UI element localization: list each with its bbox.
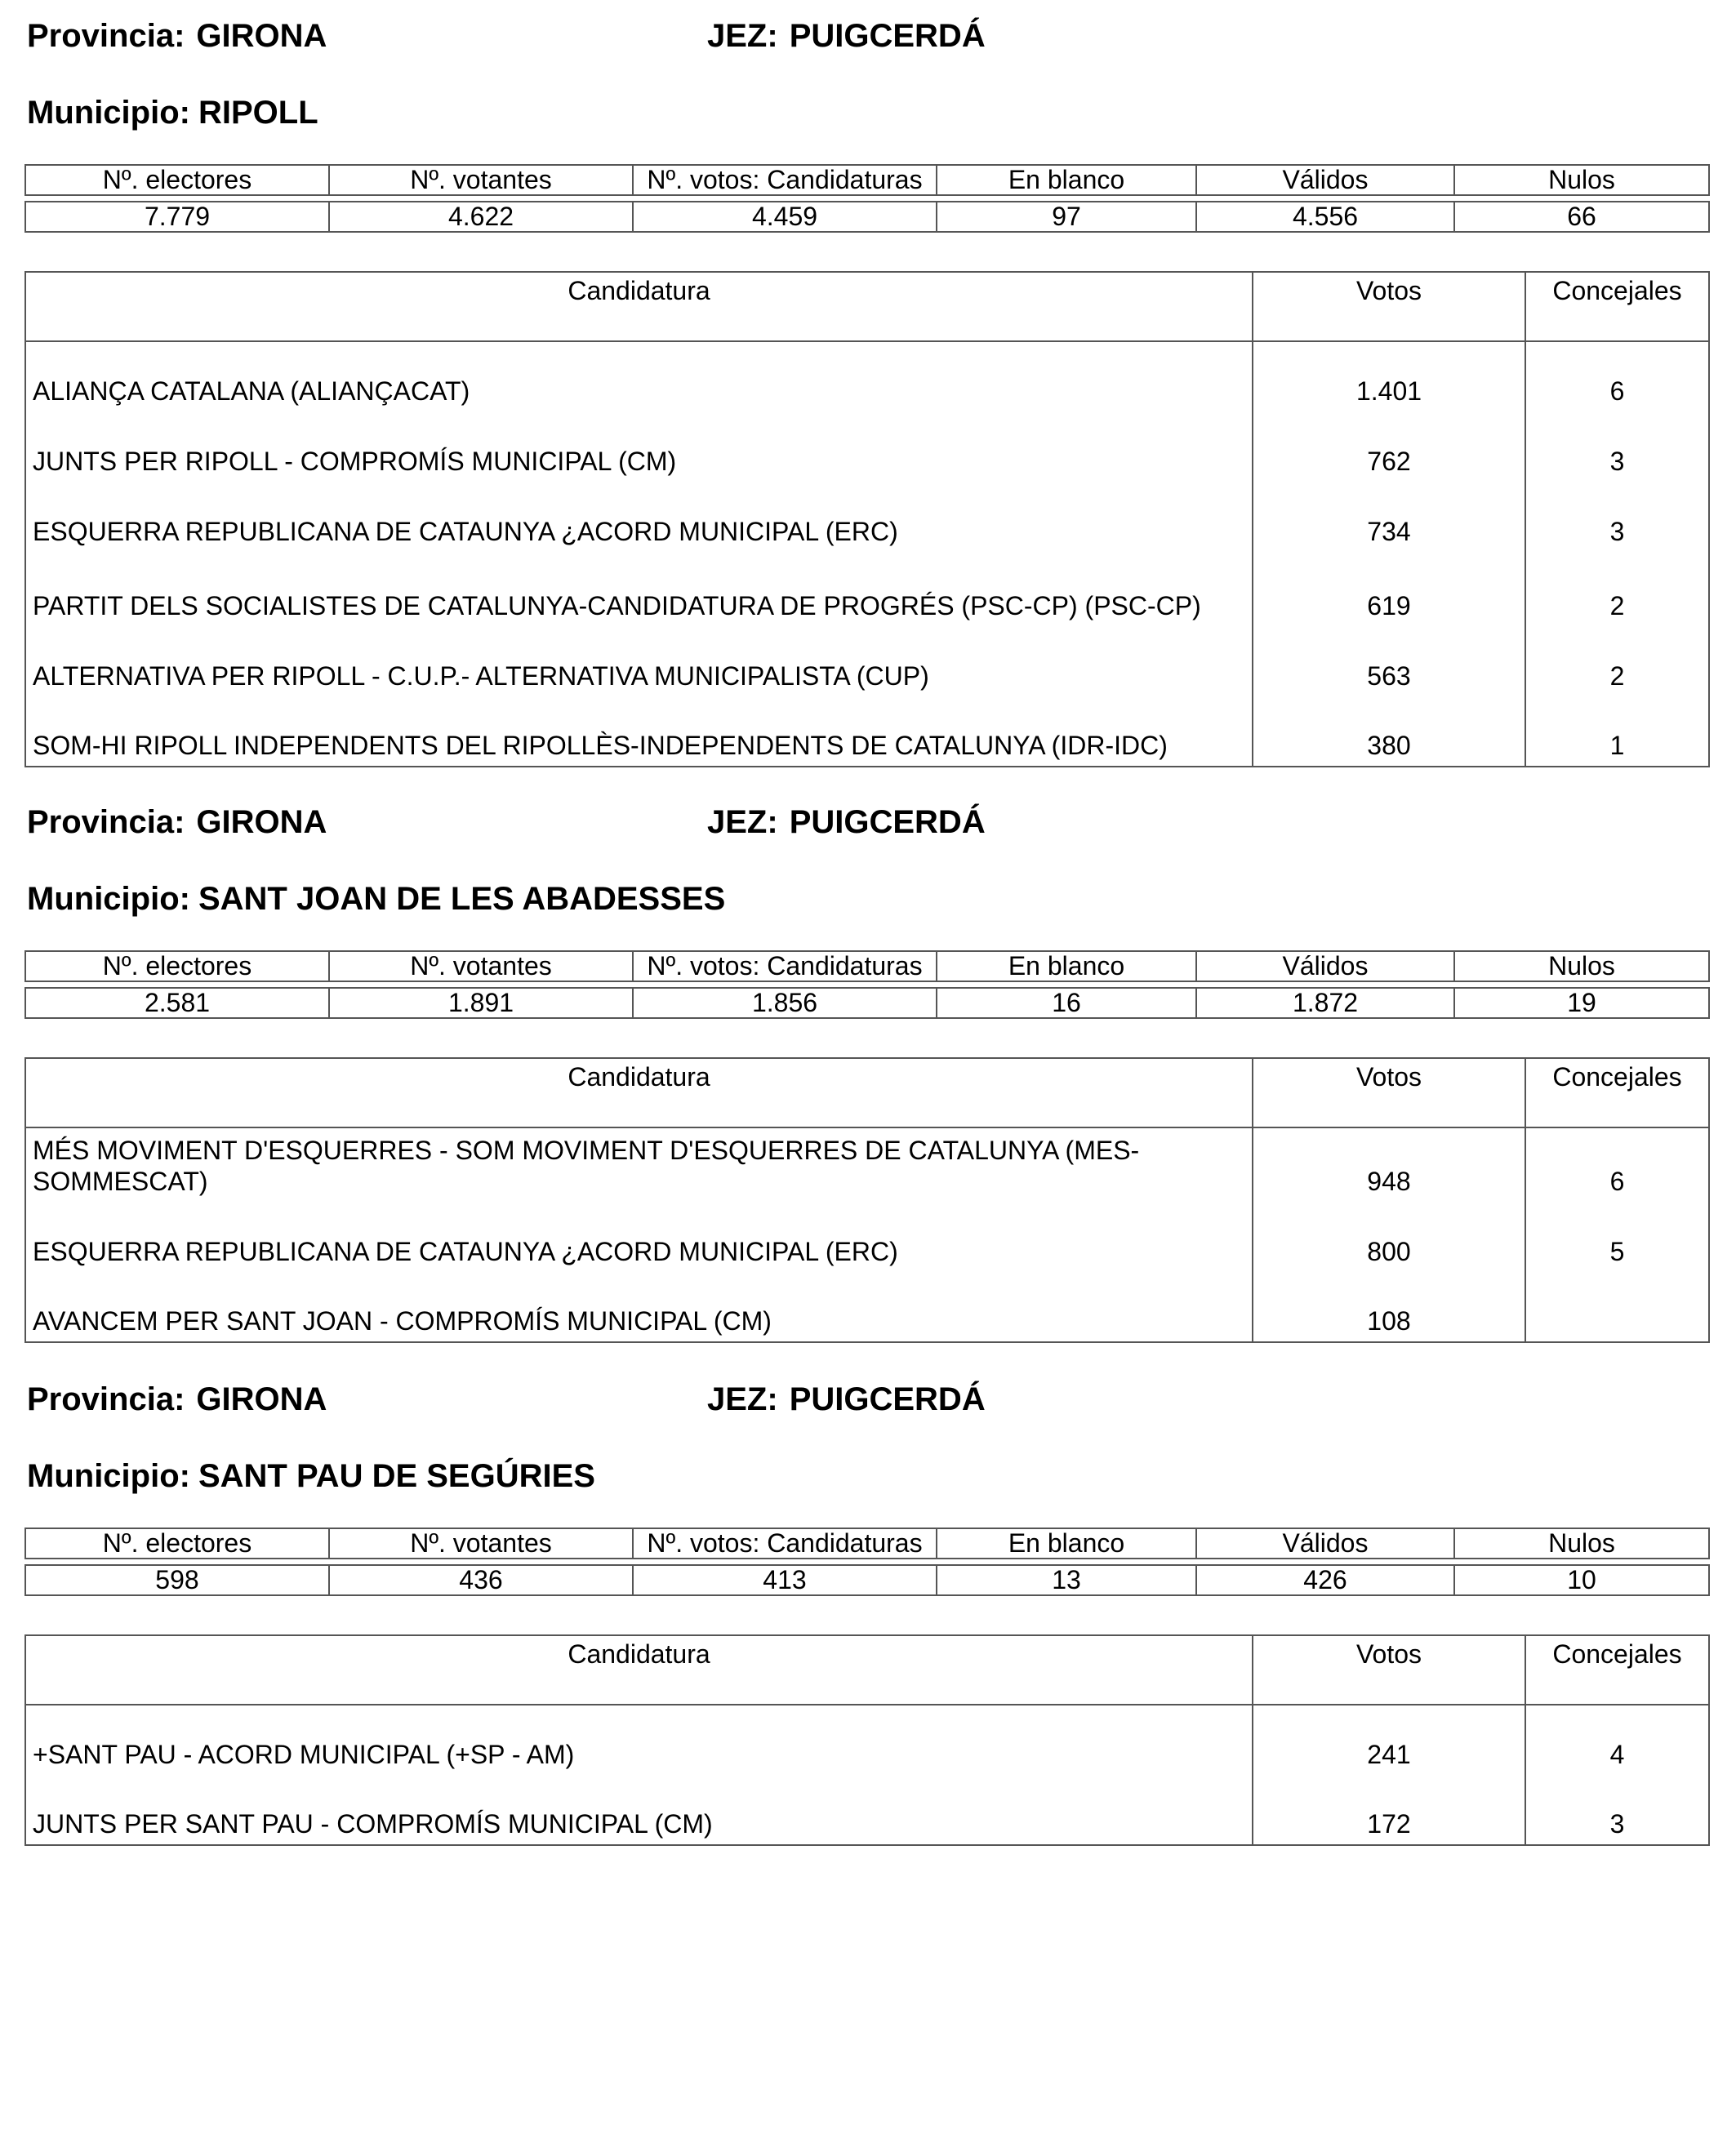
stats-header-row <box>25 951 1709 981</box>
candidate-row <box>25 411 1709 482</box>
jez-heading <box>707 16 986 56</box>
stats-value-row <box>25 202 1709 232</box>
provincia-value: GIRONA <box>196 1381 327 1417</box>
stats-value-row <box>25 988 1709 1018</box>
votos-header: Votos <box>1253 1635 1525 1705</box>
candidate-name: MÉS MOVIMENT D'ESQUERRES - SOM MOVIMENT D'ESQUERRES DE CATALUNYA (MES-SOMMESCAT) <box>25 1127 1253 1202</box>
candidate-votos: 734 <box>1253 482 1525 552</box>
stats-table <box>24 1528 1710 1596</box>
candidate-name: JUNTS PER RIPOLL - COMPROMÍS MUNICIPAL (CM) <box>25 411 1253 482</box>
provincia-value: GIRONA <box>196 18 327 54</box>
candidate-name: ESQUERRA REPUBLICANA DE CATAUNYA ¿ACORD MUNICIPAL (ERC) <box>25 1202 1253 1272</box>
candidate-votos: 762 <box>1253 411 1525 482</box>
concejales-header: Concejales <box>1525 1058 1709 1127</box>
stats-header-cell: Nulos <box>1454 1528 1709 1559</box>
municipio-heading <box>27 93 318 132</box>
stats-value-cell: 7.779 <box>25 202 329 232</box>
municipio-label: Municipio: <box>27 95 190 131</box>
municipio-heading <box>27 879 725 918</box>
stats-header-cell: Nº. votos: Candidaturas <box>633 1528 937 1559</box>
candidate-concejales <box>1525 1272 1709 1342</box>
candidate-concejales: 3 <box>1525 411 1709 482</box>
stats-value-cell: 2.581 <box>25 988 329 1018</box>
stats-value-row <box>25 1565 1709 1595</box>
stats-header-cell: Nº. electores <box>25 951 329 981</box>
stats-value-cell: 10 <box>1454 1565 1709 1595</box>
candidate-concejales: 2 <box>1525 552 1709 626</box>
stats-value-cell: 598 <box>25 1565 329 1595</box>
jez-value: PUIGCERDÁ <box>789 18 986 54</box>
candidate-concejales: 2 <box>1525 626 1709 696</box>
stats-header-cell: En blanco <box>937 165 1196 195</box>
stats-value-cell: 4.459 <box>633 202 937 232</box>
stats-value-cell: 13 <box>937 1565 1196 1595</box>
stats-header-cell: Nº. votantes <box>329 165 633 195</box>
candidate-concejales: 3 <box>1525 1775 1709 1845</box>
candidate-concejales: 3 <box>1525 482 1709 552</box>
municipio-value: SANT JOAN DE LES ABADESSES <box>198 881 726 917</box>
stats-value-cell: 1.891 <box>329 988 633 1018</box>
candidate-row <box>25 552 1709 626</box>
candidate-votos: 108 <box>1253 1272 1525 1342</box>
candidate-row <box>25 1202 1709 1272</box>
votos-header: Votos <box>1253 272 1525 341</box>
municipio-label: Municipio: <box>27 881 190 917</box>
candidate-concejales: 6 <box>1525 341 1709 411</box>
stats-header-cell: Nº. electores <box>25 1528 329 1559</box>
jez-heading <box>707 803 986 842</box>
candidate-concejales: 6 <box>1525 1127 1709 1202</box>
stats-header-cell: En blanco <box>937 951 1196 981</box>
jez-value: PUIGCERDÁ <box>789 804 986 840</box>
candidates-table <box>24 1057 1710 1343</box>
stats-value-cell: 413 <box>633 1565 937 1595</box>
provincia-label: Provincia: <box>27 804 185 840</box>
jez-heading <box>707 1380 986 1419</box>
municipio-value: SANT PAU DE SEGÚRIES <box>198 1458 595 1494</box>
candidate-name: SOM-HI RIPOLL INDEPENDENTS DEL RIPOLLÈS-INDEPENDENTS DE CATALUNYA (IDR-IDC) <box>25 696 1253 767</box>
stats-value-cell: 4.556 <box>1196 202 1454 232</box>
candidate-row <box>25 1272 1709 1342</box>
stats-header-cell: Válidos <box>1196 165 1454 195</box>
stats-value-cell: 66 <box>1454 202 1709 232</box>
provincia-label: Provincia: <box>27 18 185 54</box>
candidate-concejales: 4 <box>1525 1705 1709 1775</box>
stats-value-cell: 4.622 <box>329 202 633 232</box>
provincia-heading <box>27 1380 327 1419</box>
stats-header-cell: Nulos <box>1454 165 1709 195</box>
candidate-row <box>25 341 1709 411</box>
stats-header-cell: En blanco <box>937 1528 1196 1559</box>
stats-header-cell: Nº. votantes <box>329 1528 633 1559</box>
stats-value-cell: 16 <box>937 988 1196 1018</box>
candidates-header-row <box>25 272 1709 341</box>
stats-value-cell: 97 <box>937 202 1196 232</box>
stats-header-cell: Nulos <box>1454 951 1709 981</box>
candidatura-header: Candidatura <box>25 272 1253 341</box>
stats-value-cell: 426 <box>1196 1565 1454 1595</box>
jez-value: PUIGCERDÁ <box>789 1381 986 1417</box>
concejales-header: Concejales <box>1525 1635 1709 1705</box>
municipio-section <box>24 16 1708 760</box>
votos-header: Votos <box>1253 1058 1525 1127</box>
candidates-header-row <box>25 1058 1709 1127</box>
stats-header-row <box>25 165 1709 195</box>
provincia-label: Provincia: <box>27 1381 185 1417</box>
candidate-row <box>25 1127 1709 1202</box>
candidate-votos: 619 <box>1253 552 1525 626</box>
provincia-heading <box>27 803 327 842</box>
candidate-votos: 380 <box>1253 696 1525 767</box>
candidate-votos: 800 <box>1253 1202 1525 1272</box>
candidate-name: ALTERNATIVA PER RIPOLL - C.U.P.- ALTERNATIVA MUNICIPALISTA (CUP) <box>25 626 1253 696</box>
stats-header-cell: Nº. electores <box>25 165 329 195</box>
candidate-votos: 948 <box>1253 1127 1525 1202</box>
candidate-votos: 172 <box>1253 1775 1525 1845</box>
candidate-concejales: 5 <box>1525 1202 1709 1272</box>
stats-header-cell: Válidos <box>1196 1528 1454 1559</box>
candidate-name: ESQUERRA REPUBLICANA DE CATAUNYA ¿ACORD MUNICIPAL (ERC) <box>25 482 1253 552</box>
candidate-row <box>25 482 1709 552</box>
candidates-table <box>24 1634 1710 1846</box>
stats-value-cell: 19 <box>1454 988 1709 1018</box>
concejales-header: Concejales <box>1525 272 1709 341</box>
municipio-value: RIPOLL <box>198 95 318 131</box>
candidate-name: +SANT PAU - ACORD MUNICIPAL (+SP - AM) <box>25 1705 1253 1775</box>
candidate-votos: 563 <box>1253 626 1525 696</box>
candidate-row <box>25 696 1709 767</box>
stats-header-cell: Válidos <box>1196 951 1454 981</box>
jez-label: JEZ: <box>707 804 778 840</box>
municipio-label: Municipio: <box>27 1458 190 1494</box>
stats-header-row <box>25 1528 1709 1559</box>
candidate-name: AVANCEM PER SANT JOAN - COMPROMÍS MUNICIPAL (CM) <box>25 1272 1253 1342</box>
stats-header-cell: Nº. votantes <box>329 951 633 981</box>
provincia-value: GIRONA <box>196 804 327 840</box>
municipio-heading <box>27 1456 595 1496</box>
stats-table <box>24 164 1710 233</box>
stats-value-cell: 436 <box>329 1565 633 1595</box>
jez-label: JEZ: <box>707 18 778 54</box>
candidatura-header: Candidatura <box>25 1058 1253 1127</box>
candidate-name: PARTIT DELS SOCIALISTES DE CATALUNYA-CANDIDATURA DE PROGRÉS (PSC-CP) (PSC-CP) <box>25 552 1253 626</box>
candidate-row <box>25 626 1709 696</box>
municipio-section <box>24 1380 1708 2115</box>
candidate-concejales: 1 <box>1525 696 1709 767</box>
candidatura-header: Candidatura <box>25 1635 1253 1705</box>
candidates-header-row <box>25 1635 1709 1705</box>
stats-header-cell: Nº. votos: Candidaturas <box>633 951 937 981</box>
jez-label: JEZ: <box>707 1381 778 1417</box>
candidates-table <box>24 271 1710 767</box>
candidate-votos: 241 <box>1253 1705 1525 1775</box>
stats-value-cell: 1.872 <box>1196 988 1454 1018</box>
provincia-heading <box>27 16 327 56</box>
stats-table <box>24 950 1710 1019</box>
candidate-row <box>25 1775 1709 1845</box>
candidate-name: ALIANÇA CATALANA (ALIANÇACAT) <box>25 341 1253 411</box>
candidate-name: JUNTS PER SANT PAU - COMPROMÍS MUNICIPAL (CM) <box>25 1775 1253 1845</box>
candidate-votos: 1.401 <box>1253 341 1525 411</box>
candidate-row <box>25 1705 1709 1775</box>
stats-header-cell: Nº. votos: Candidaturas <box>633 165 937 195</box>
stats-value-cell: 1.856 <box>633 988 937 1018</box>
